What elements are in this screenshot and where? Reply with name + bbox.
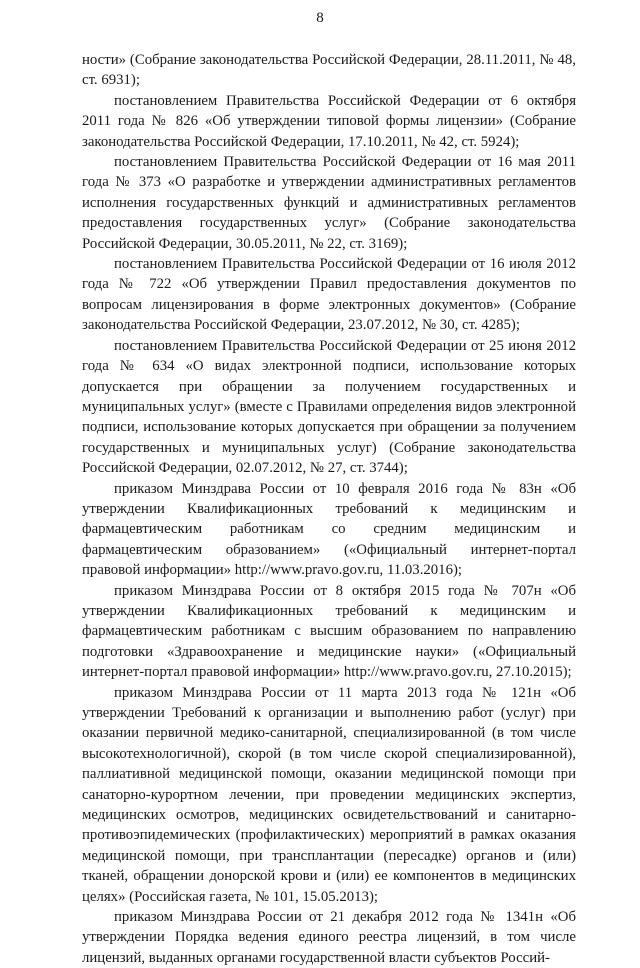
paragraph-order-83n: приказом Минздрава России от 10 февраля 2016 года № 83н «Об утверждении Квалификационных требований к медицинским и фармацевтическим работникам со средним медицинским и фармацевтическим образованием» («Официальный интернет-портал правовой информации» http://www.pravo.gov.ru, 11.03.2016); xyxy=(82,480,576,579)
paragraph-order-1341n: приказом Минздрава России от 21 декабря 2012 года № 1341н «Об утверждении Порядка ведения единого реестра лицензий, в том числе лицензий, выданных органами государственной власти субъектов Россий- xyxy=(82,909,576,966)
paragraph-order-707n: приказом Минздрава России от 8 октября 2015 года № 707н «Об утверждении Квалификационных требований к медицинским и фармацевтическим работникам с высшим образованием по направлению подготовки «Здравоохранение и медицинские науки» («Официальный интернет-портал правовой информации» http://www.pravo.gov.ru, 27.10.2015); xyxy=(82,582,576,681)
paragraph-decree-634: постановлением Правительства Российской Федерации от 25 июня 2012 года № 634 «О видах электронной подписи, использование которых допускается при обращении за получением государственных и муниципальных услуг» (вместе с Правилами определения видов электронной подписи, использование которых допускается при обращении за получением государственных и муниципальных услуг) (Собрание законодательства Российской Федерации, 02.07.2012, № 27, ст. 3744); xyxy=(82,337,576,477)
paragraph-decree-826: постановлением Правительства Российской Федерации от 6 октября 2011 года № 826 «Об утверждении типовой формы лицензии» (Собрание законодательства Российской Федерации, 17.10.2011, № 42, ст. 5924); xyxy=(82,92,576,150)
paragraph-continuation: ности» (Собрание законодательства Российской Федерации, 28.11.2011, № 48, ст. 6931); xyxy=(82,52,576,89)
page-number: 8 xyxy=(316,10,324,26)
document-body xyxy=(82,50,576,968)
paragraph-order-121n: приказом Минздрава России от 11 марта 2013 года № 121н «Об утверждении Требований к организации и выполнению работ (услуг) при оказании первичной медико-санитарной, специализированной (в том числе высокотехнологичной), скорой (в том числе скорой специализированной), паллиативной медицинской помощи, оказании медицинской помощи при санаторно-курортном лечении, при проведении медицинских экспертиз, медицинских осмотров, медицинских освидетельствований и санитарно-противоэпидемических (профилактических) мероприятий в рамках оказания медицинской помощи, при трансплантации (пересадке) органов и (или) тканей, обращении донорской крови и (или) ее компонентов в медицинских целях» (Российская газета, № 101, 15.05.2013); xyxy=(82,684,576,905)
paragraph-decree-722: постановлением Правительства Российской Федерации от 16 июля 2012 года № 722 «Об утверждении Правил предоставления документов по вопросам лицензирования в форме электронных документов» (Собрание законодательства Российской Федерации, 23.07.2012, № 30, ст. 4285); xyxy=(82,256,576,334)
paragraph-decree-373: постановлением Правительства Российской Федерации от 16 мая 2011 года № 373 «О разработке и утверждении административных регламентов исполнения государственных функций и административных регламентов предоставления государственных услуг» (Собрание законодательства Российской Федерации, 30.05.2011, № 22, ст. 3169); xyxy=(82,154,576,252)
